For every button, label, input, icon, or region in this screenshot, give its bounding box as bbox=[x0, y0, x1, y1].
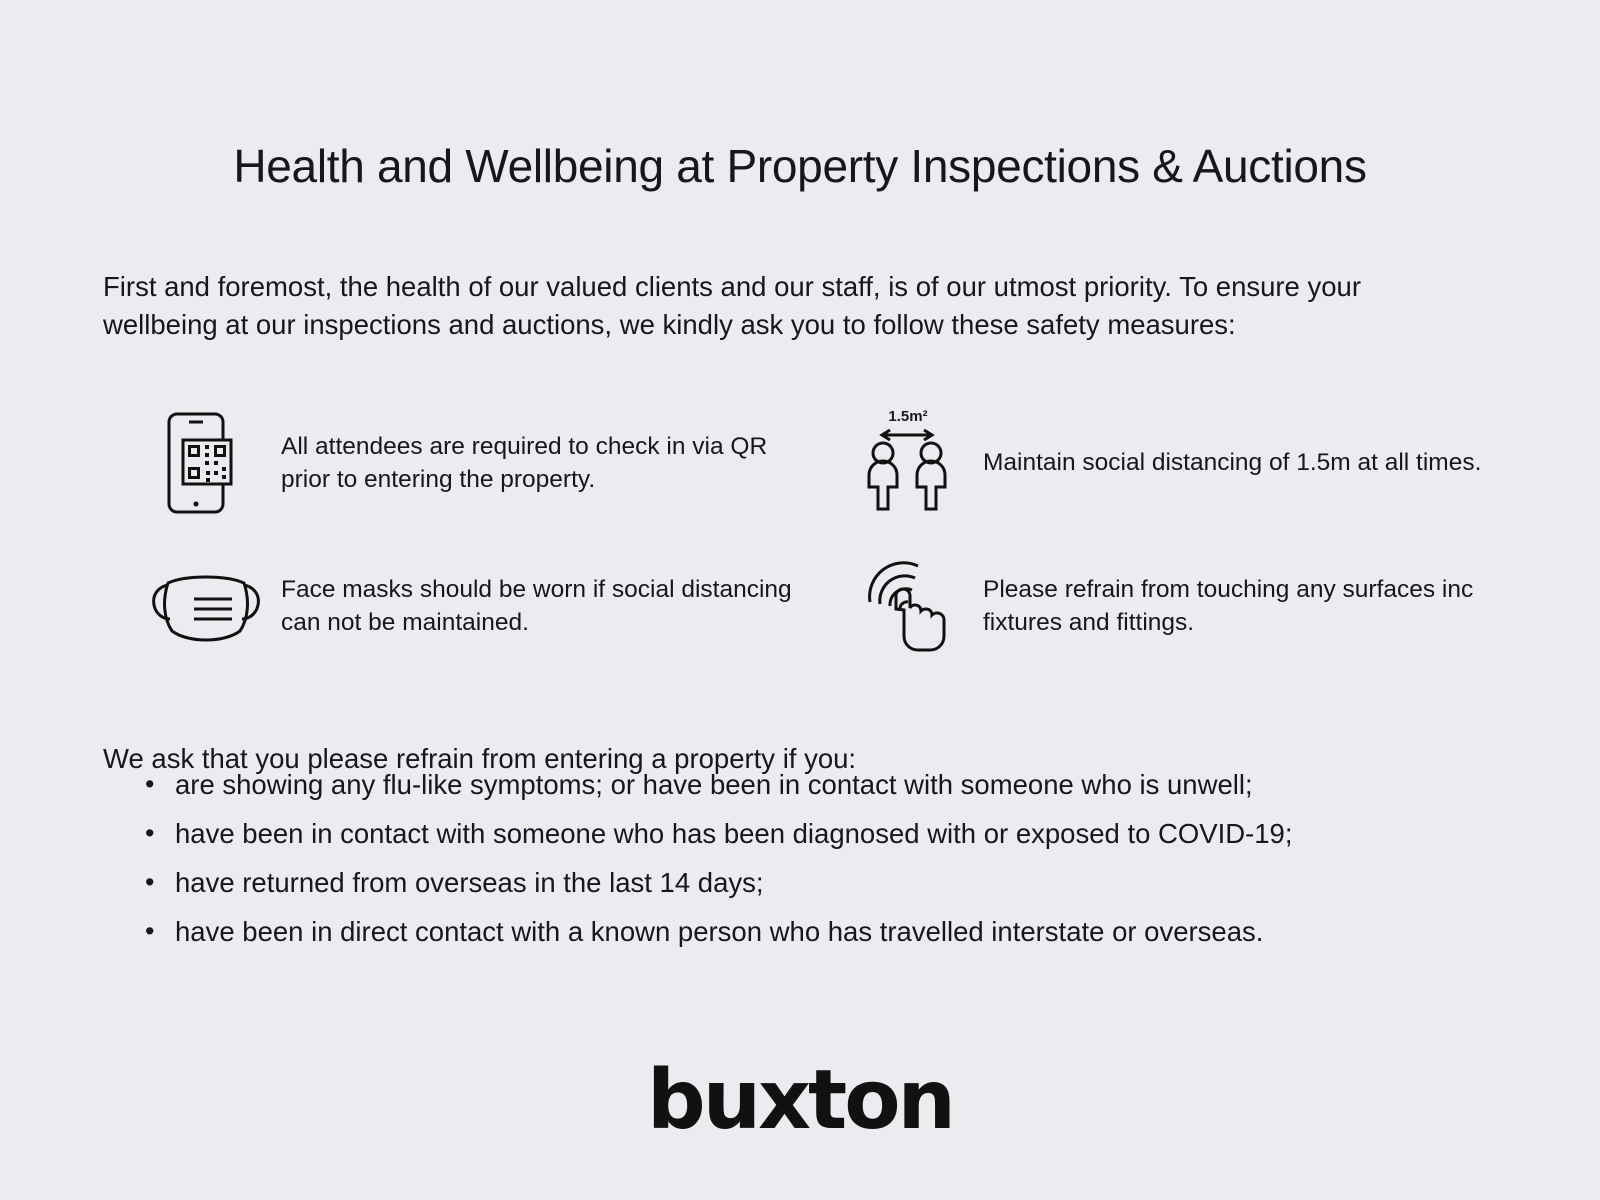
intro-paragraph: First and foremost, the health of our valued clients and our staff, is of our utmost priority. To ensure your wellbeing at our inspections and auctions, we kindly ask you to follow these safety measures: bbox=[103, 270, 1361, 340]
ask-heading: We ask that you please refrain from entering a property if you: bbox=[103, 742, 857, 774]
measure-item-qr bbox=[103, 405, 793, 520]
list-item: • have returned from overseas in the last 14 days; bbox=[145, 858, 1545, 907]
measure-text: All attendees are required to check in via QR prior to entering the property. bbox=[281, 432, 768, 493]
list-item: • have been in direct contact with a known person who has travelled interstate or overseas. bbox=[145, 907, 1545, 956]
page-title: Health and Wellbeing at Property Inspections & Auctions bbox=[233, 139, 1367, 192]
measure-text: Please refrain from touching any surfaces inc fixtures and fittings. bbox=[983, 575, 1474, 636]
social-distancing-icon bbox=[833, 405, 983, 520]
measure-text: Face masks should be worn if social distancing can not be maintained. bbox=[281, 575, 792, 636]
measure-item-no-touch bbox=[803, 548, 1493, 663]
brand-logo bbox=[0, 1053, 1600, 1148]
list-item: • have been in contact with someone who has been diagnosed with or exposed to COVID-19; bbox=[145, 809, 1545, 858]
measure-item-mask bbox=[103, 548, 793, 663]
brand-logo-text: buxton bbox=[647, 1053, 953, 1148]
measure-text: Maintain social distancing of 1.5m at all times. bbox=[983, 449, 1482, 476]
measure-item-distancing bbox=[803, 405, 1493, 520]
no-touch-finger-icon bbox=[833, 548, 983, 663]
conditions-list bbox=[103, 760, 1545, 956]
list-item: • are showing any flu-like symptoms; or have been in contact with someone who is unwell; bbox=[145, 760, 1545, 809]
safety-measures-grid bbox=[103, 405, 1493, 663]
distance-label: 1.5m² bbox=[888, 408, 928, 425]
qr-code-phone-icon bbox=[131, 405, 281, 520]
face-mask-icon bbox=[131, 548, 281, 663]
